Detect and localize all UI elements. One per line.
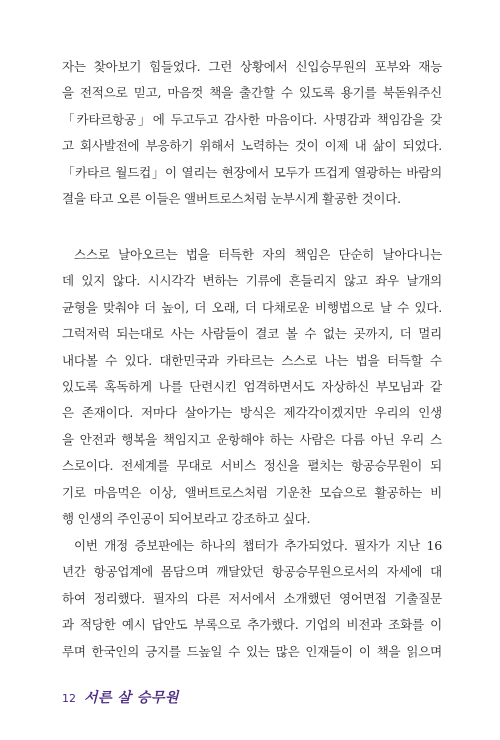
page-number: 12 [62,692,76,705]
running-book-title: 서른 살 승무원 [84,690,179,706]
page-footer [62,687,179,707]
text-line: 이번 개정 증보판에는 하나의 챕터가 추가되었다. 필자가 지난 16 [74,538,442,553]
text-line: 스로이다. 전세계를 무대로 서비스 정신을 펼치는 항공승무원이 되 [62,458,442,474]
text-line: 행 인생의 주인공이 되어보라고 강조하고 싶다. [62,510,311,526]
text-line: 년간 항공업계에 몸담으며 깨달았던 항공승무원으로서의 자세에 대 [62,564,442,580]
text-line: 있도록 혹독하게 나를 단련시킨 엄격하면서도 자상하신 부모님과 같 [62,378,442,394]
paragraph-1 [62,54,442,212]
text-line: 내다볼 수 있다. 대한민국과 카타르는 스스로 나는 법을 터득할 수 [62,352,442,368]
text-line: 은 존재이다. 저마다 살아가는 방식은 제각각이겠지만 우리의 인생 [62,405,442,421]
text-line: 균형을 맞춰야 더 높이, 더 오래, 더 다채로운 비행법으로 날 수 있다. [62,299,442,315]
text-line: 하여 정리했다. 필자의 다른 저서에서 소개했던 영어면접 기출질문 [62,590,442,606]
text-line: 자는 찾아보기 힘들었다. 그런 상황에서 신입승무원의 포부와 재능 [62,59,442,74]
text-line: 루며 한국인의 긍지를 드높일 수 있는 많은 인재들이 이 책을 읽으며 [62,643,442,659]
paragraph-3 [62,533,442,665]
text-line: 기로 마음먹은 이상, 앨버트로스처럼 기운찬 모습으로 활공하는 비 [62,484,442,500]
text-line: 「카타르항공」에 두고두고 감사한 마음이다. 사명감과 책임감을 갖 [62,111,442,127]
text-line: 결을 타고 오른 이들은 앨버트로스처럼 눈부시게 활공한 것이다. [62,190,401,206]
text-line: 을 전적으로 믿고, 마음껏 책을 출간할 수 있도록 용기를 북돋워주신 [62,85,442,101]
text-line: 그럭저럭 되는대로 사는 사람들이 결코 볼 수 없는 곳까지, 더 멀리 [62,326,442,342]
text-line: 「카타르 월드컵」이 열리는 현장에서 모두가 뜨겁게 열광하는 바람의 [62,164,442,180]
text-line: 데 있지 않다. 시시각각 변하는 기류에 흔들리지 않고 좌우 날개의 [62,273,442,289]
text-line: 과 적당한 예시 답안도 부록으로 추가했다. 기업의 비전과 조화를 이 [62,617,442,633]
paragraph-2 [62,242,442,532]
text-line: 고 회사발전에 부응하기 위해서 노력하는 것이 이제 내 삶이 되었다. [62,138,442,154]
text-line: 을 안전과 행복을 책임지고 운항해야 하는 사람은 다름 아닌 우리 스 [62,431,442,447]
text-line: 스스로 날아오르는 법을 터득한 자의 책임은 단순히 날아다니는 [74,247,442,262]
